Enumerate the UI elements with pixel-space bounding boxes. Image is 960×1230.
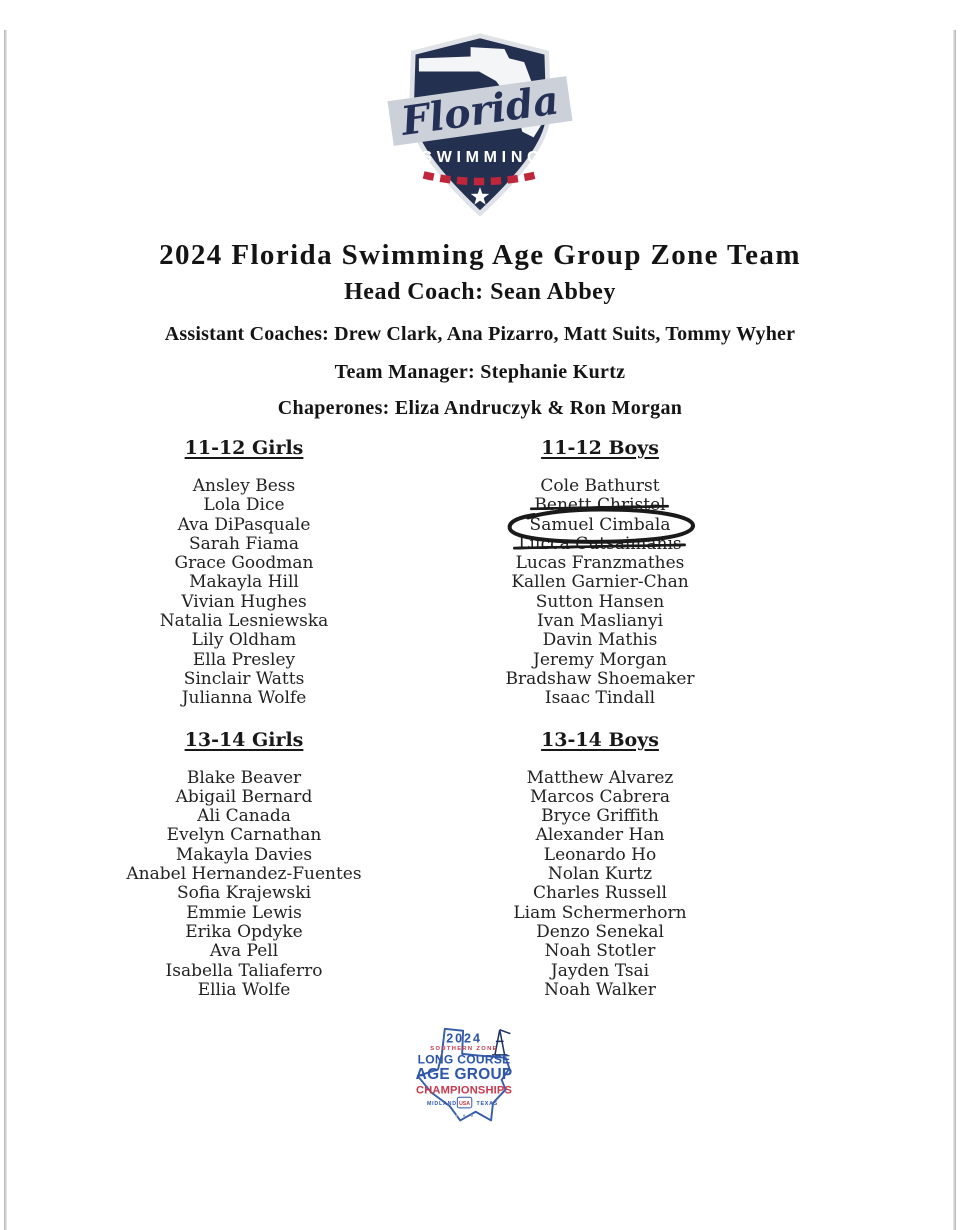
photo-edge-left [4,30,7,1230]
roster-section [422,436,778,709]
section-heading: 13-14 Boys [541,728,659,751]
roster-name: Erika Opdyke [185,921,303,942]
name-list [66,769,422,1001]
roster-name-row [422,670,778,689]
roster-name-row [422,612,778,631]
roster-name: Leonardo Ho [543,844,657,865]
roster-name: Noah Walker [544,979,656,1000]
roster-name: Julianna Wolfe [181,688,307,709]
roster-name-row [422,496,778,515]
roster-name-row [422,535,778,554]
roster-name-row [422,865,778,884]
roster-section [66,436,422,709]
roster-name-row [422,826,778,845]
florida-swimming-logo [386,30,574,224]
roster-section [66,728,422,1001]
roster-name-row [66,496,422,515]
roster-name-row [66,535,422,554]
roster-section [422,728,778,1001]
roster-name-row [422,554,778,573]
logo-championships: CHAMPIONSHIPS [416,1084,513,1097]
roster-name-row [66,962,422,981]
roster-name: Natalia Lesniewska [159,611,329,632]
roster-name: Sofia Krajewski [176,883,312,904]
section-heading: 11-12 Boys [541,437,659,459]
roster-name: Ivan Maslianyi [536,611,664,632]
logo-dot [455,1115,457,1117]
roster-name-row [422,516,778,535]
roster-name: Denzo Senekal [536,921,664,942]
logo-age-group: AGE GROUP [415,1066,513,1084]
roster-name: Bryce Griffith [541,806,659,827]
roster-name: Lucas Franzmathes [515,553,685,574]
roster-name-row [66,689,422,708]
logo-florida-script: Florida [398,77,562,145]
roster-name: Emmie Lewis [186,902,302,923]
roster-name-circled: Samuel Cimbala [529,514,671,535]
roster-name-row [422,769,778,788]
roster-name-row [422,981,778,1000]
name-list [422,477,778,709]
roster-name: Charles Russell [533,883,667,904]
roster-name: Marcos Cabrera [529,786,671,807]
roster-name: Jeremy Morgan [533,649,667,670]
section-heading: 13-14 Girls [184,728,304,751]
roster-name: Abigail Bernard [175,786,313,807]
roster-name: Ellia Wolfe [197,979,291,1000]
roster-name-row [66,981,422,1000]
roster-name: Ava DiPasquale [177,514,311,535]
logo-year: 2024 [446,1031,482,1046]
roster-name-row [66,942,422,961]
roster-name-row [66,807,422,826]
roster-name: Matthew Alvarez [526,767,674,788]
roster-name-row [422,807,778,826]
roster-name: Isabella Taliaferro [165,960,323,981]
roster-name: Alexander Han [535,825,665,846]
roster-name: Sarah Fiama [188,533,300,554]
roster-name-row [422,689,778,708]
roster-name-row [66,865,422,884]
roster-name: Isaac Tindall [544,688,656,709]
logo-zone-line: SOUTHERN ZONE [430,1046,498,1053]
roster-name: Kallen Garnier-Chan [511,572,689,593]
roster-name: Ava Pell [209,941,279,962]
roster-name-row [422,573,778,592]
roster-name-row [422,651,778,670]
roster-name: Evelyn Carnathan [166,825,322,846]
logo-usa: USA [458,1101,471,1108]
roster-name-row [66,670,422,689]
roster-name-row [422,904,778,923]
roster-name-row [66,516,422,535]
roster-name: Makayla Davies [175,844,313,865]
roster-name: Grace Goodman [174,553,314,574]
logo-state: TEXAS [476,1101,498,1108]
photo-edge-right [953,30,956,1230]
roster-name-row [66,769,422,788]
roster-name-row [66,631,422,650]
roster-name-row [66,923,422,942]
roster-name-row [66,788,422,807]
roster-name-row [422,942,778,961]
roster-name: Blake Beaver [186,767,302,788]
roster-grid [66,436,960,1000]
roster-name: Nolan Kurtz [547,864,653,885]
logo-city: MIDLAND [426,1101,457,1108]
roster-name-row [422,477,778,496]
roster-name-row [66,593,422,612]
team-manager-line: Team Manager: Stephanie Kurtz [334,361,626,383]
logo-swimming-text: SWIMMING [421,148,545,166]
roster-name-row [66,884,422,903]
logo-dot [471,1115,473,1117]
roster-name-row [422,593,778,612]
roster-name: Ali Canada [197,806,291,827]
head-coach-line: Head Coach: Sean Abbey [344,279,616,305]
roster-name-row [422,884,778,903]
page-title: 2024 Florida Swimming Age Group Zone Team [159,239,801,271]
roster-name-row [422,846,778,865]
roster-name-row [66,651,422,670]
roster-name-row [66,846,422,865]
logo-long-course: LONG COURSE [417,1052,511,1067]
roster-name: Anabel Hernandez-Fuentes [126,864,362,885]
roster-name: Lily Oldham [191,630,297,651]
roster-name: Sutton Hansen [535,591,665,612]
name-list [66,477,422,709]
roster-name: Lola Dice [203,495,285,516]
roster-name-row [66,826,422,845]
roster-name-row [66,477,422,496]
roster-name-row [422,788,778,807]
roster-name: Ella Presley [192,649,296,670]
roster-name: Liam Schermerhorn [513,902,687,923]
assistant-coaches-line: Assistant Coaches: Drew Clark, Ana Pizarro, Matt Suits, Tommy Wyher [164,323,796,345]
roster-name-row [66,554,422,573]
roster-name: Makayla Hill [189,572,299,593]
roster-name: Bradshaw Shoemaker [505,668,695,689]
logo-dot [463,1115,465,1117]
roster-name: Sinclair Watts [183,668,305,689]
roster-name: Cole Bathurst [540,476,660,496]
document-header [0,238,960,420]
roster-name-row [66,573,422,592]
chaperones-line: Chaperones: Eliza Andruczyk & Ron Morgan [277,397,683,419]
roster-name-struck: Benett Christel [534,495,666,516]
section-heading: 11-12 Girls [184,437,304,459]
roster-name-row [66,612,422,631]
roster-name-row [66,904,422,923]
roster-name: Ansley Bess [192,476,296,496]
roster-name-row [422,962,778,981]
championships-logo [406,1024,526,1132]
roster-name: Jayden Tsai [550,960,650,981]
roster-name: Davin Mathis [542,630,658,651]
roster-name-row [422,631,778,650]
roster-name: Vivian Hughes [181,591,307,612]
roster-name-row [422,923,778,942]
roster-name: Noah Stotler [544,941,656,962]
roster-name-struck: Lucca Cutsaimanis [518,533,682,554]
name-list [422,769,778,1001]
